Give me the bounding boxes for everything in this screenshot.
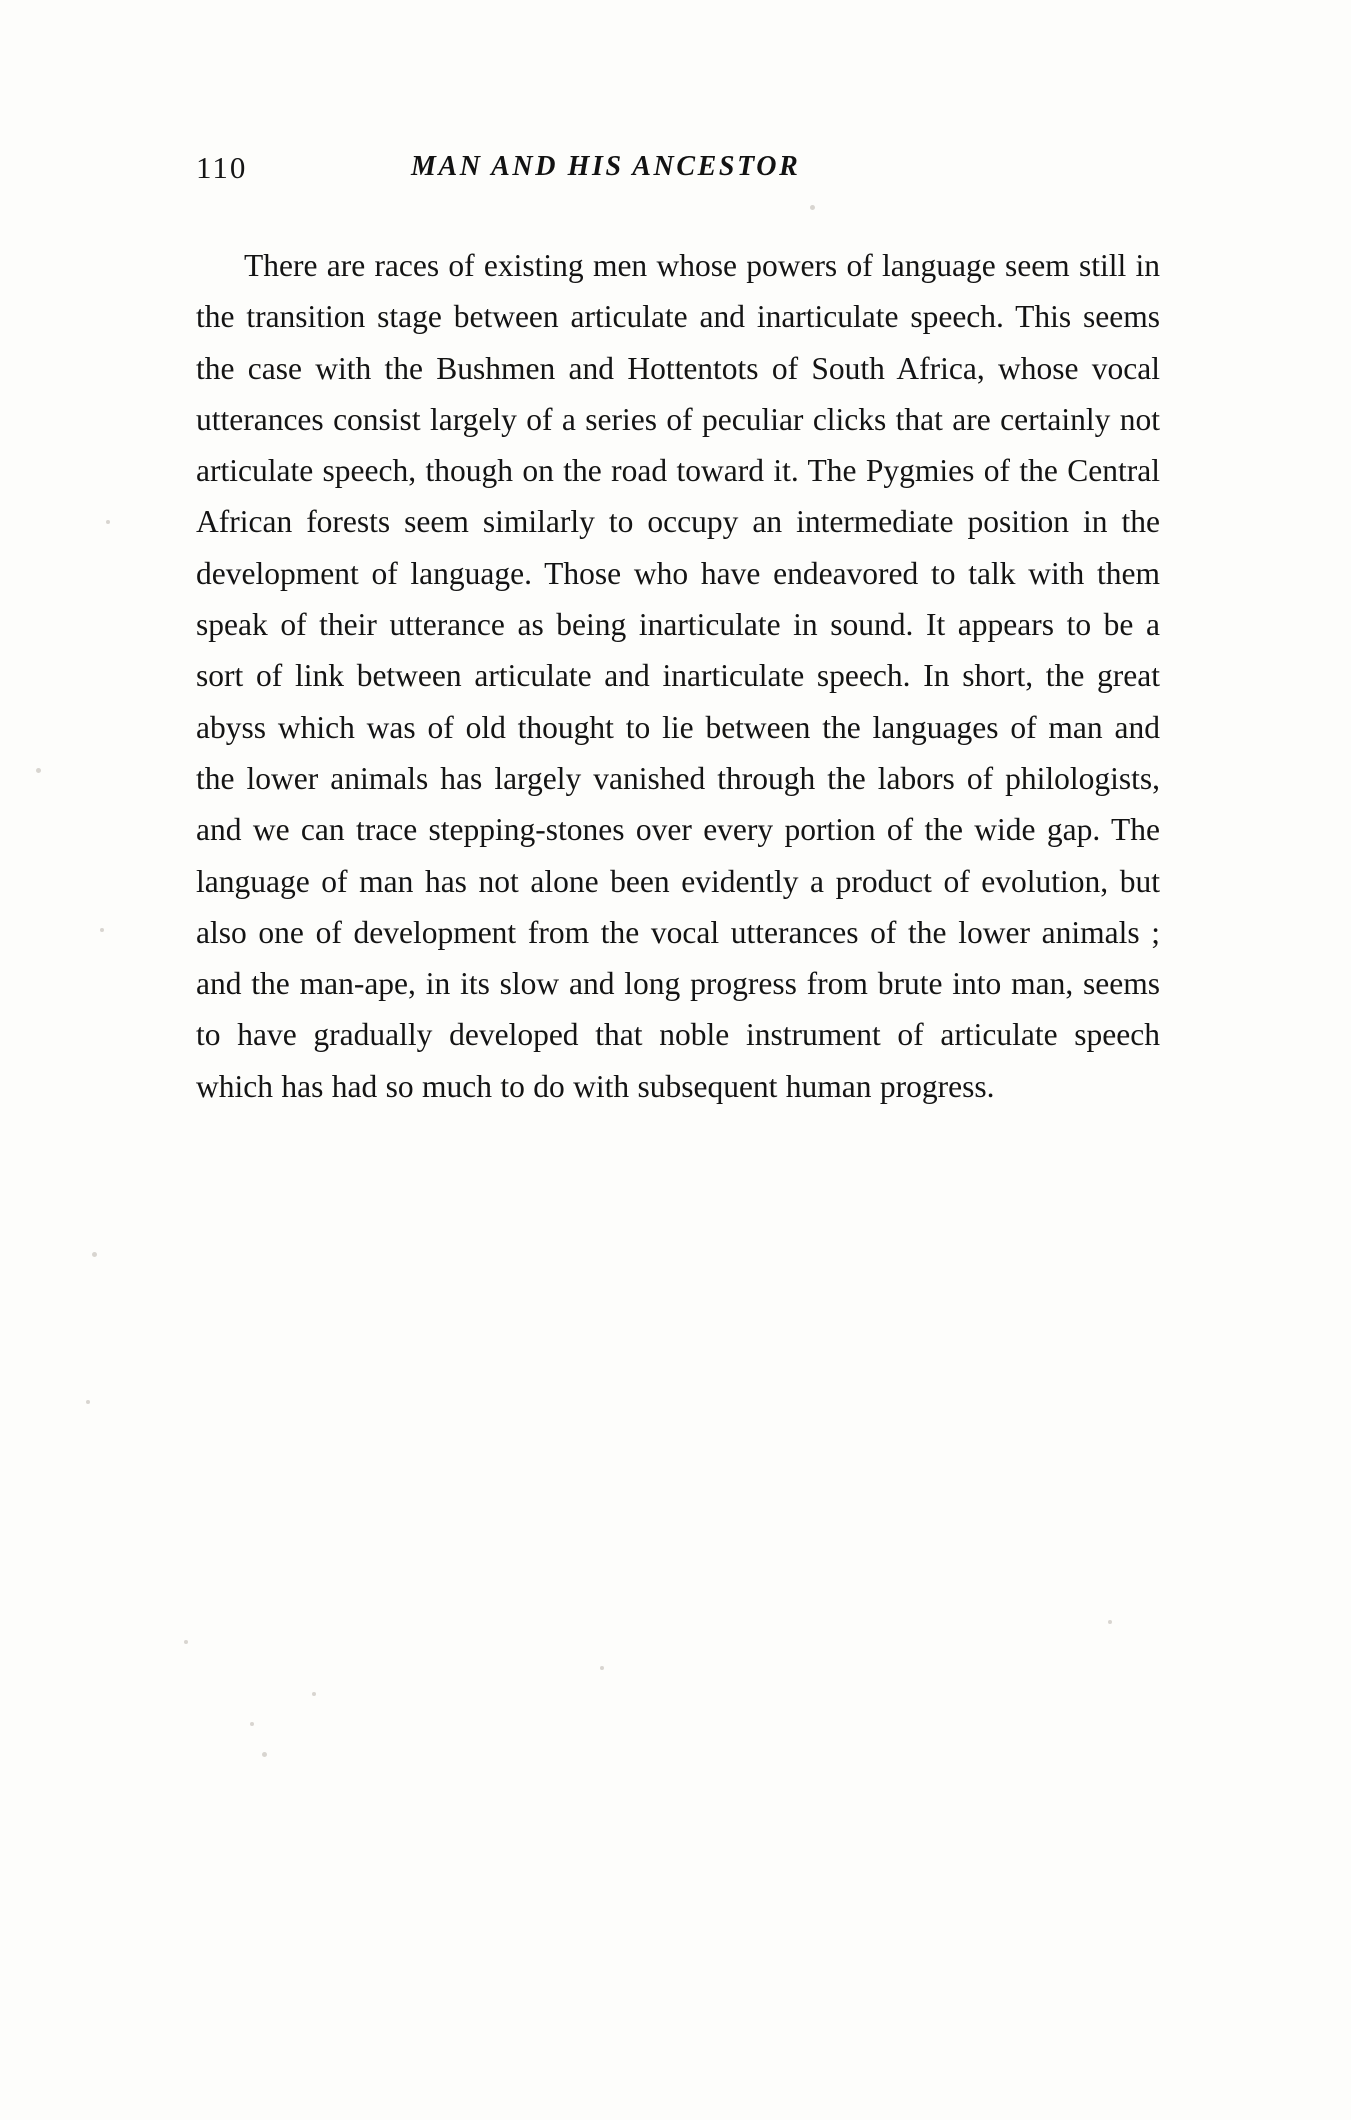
paper-speck: [600, 1666, 604, 1670]
paper-speck: [1108, 1620, 1112, 1624]
paper-speck: [100, 928, 104, 932]
page-header: [196, 150, 1136, 190]
paper-speck: [184, 1640, 188, 1644]
paper-speck: [250, 1722, 254, 1726]
paper-speck: [262, 1752, 267, 1757]
paper-speck: [106, 520, 110, 524]
body-text: [196, 240, 1160, 1112]
paper-speck: [92, 1252, 97, 1257]
paragraph: There are races of existing men whose powers of language seem still in the transition stage between articulate and inarticulate speech. This seems the case with the Bushmen and Hottentots of South Africa, whose vocal utterances consist largely of a series of peculiar clicks that are certainly not articulate speech, though on the road toward it. The Pygmies of the Central African forests seem similarly to occupy an intermediate position in the development of language. Those who have endeavored to talk with them speak of their utterance as being inarticulate in sound. It appears to be a sort of link between articulate and inarticulate speech. In short, the great abyss which was of old thought to lie between the languages of man and the lower animals has largely vanished through the labors of philologists, and we can trace stepping-stones over every portion of the wide gap. The language of man has not alone been evidently a product of evolution, but also one of development from the vocal utterances of the lower animals ; and the man-ape, in its slow and long progress from brute into man, seems to have gradually developed that noble instrument of articulate speech which has had so much to do with subsequent human progress.: [196, 248, 1160, 1104]
paper-speck: [312, 1692, 316, 1696]
paper-speck: [810, 205, 815, 210]
running-head: MAN AND HIS ANCESTOR: [411, 151, 801, 182]
paper-speck: [36, 768, 41, 773]
paper-speck: [86, 1400, 90, 1404]
page-number: 110: [196, 150, 248, 185]
